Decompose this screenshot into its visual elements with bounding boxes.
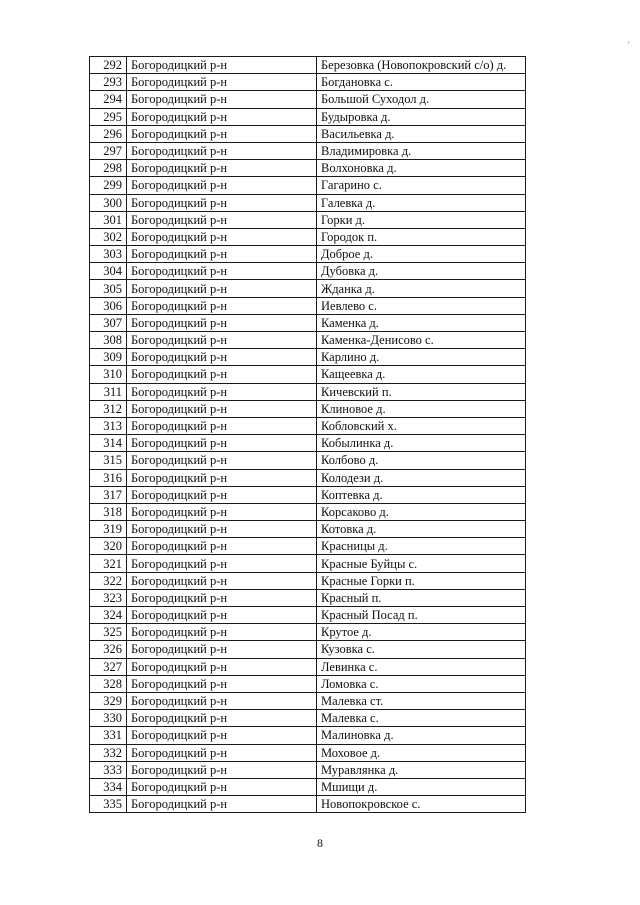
table-row xyxy=(90,366,526,383)
district-cell: Богородицкий р-н xyxy=(127,503,317,520)
table-row xyxy=(90,538,526,555)
settlement-cell: Левинка с. xyxy=(317,658,526,675)
row-number-cell: 306 xyxy=(90,297,127,314)
row-number-cell: 316 xyxy=(90,469,127,486)
settlement-cell: Волхоновка д. xyxy=(317,160,526,177)
settlement-cell: Муравлянка д. xyxy=(317,761,526,778)
row-number-cell: 317 xyxy=(90,486,127,503)
district-cell: Богородицкий р-н xyxy=(127,607,317,624)
table-row xyxy=(90,194,526,211)
row-number-cell: 323 xyxy=(90,589,127,606)
district-cell: Богородицкий р-н xyxy=(127,435,317,452)
row-number-cell: 292 xyxy=(90,57,127,74)
table-row xyxy=(90,228,526,245)
district-cell: Богородицкий р-н xyxy=(127,469,317,486)
district-cell: Богородицкий р-н xyxy=(127,400,317,417)
row-number-cell: 295 xyxy=(90,108,127,125)
table-row xyxy=(90,727,526,744)
row-number-cell: 298 xyxy=(90,160,127,177)
district-cell: Богородицкий р-н xyxy=(127,538,317,555)
row-number-cell: 305 xyxy=(90,280,127,297)
district-cell: Богородицкий р-н xyxy=(127,177,317,194)
row-number-cell: 296 xyxy=(90,125,127,142)
table-row xyxy=(90,400,526,417)
table-row xyxy=(90,744,526,761)
table-row xyxy=(90,555,526,572)
settlement-cell: Галевка д. xyxy=(317,194,526,211)
district-cell: Богородицкий р-н xyxy=(127,91,317,108)
settlement-cell: Малиновка д. xyxy=(317,727,526,744)
district-cell: Богородицкий р-н xyxy=(127,246,317,263)
row-number-cell: 307 xyxy=(90,314,127,331)
district-cell: Богородицкий р-н xyxy=(127,314,317,331)
table-row xyxy=(90,211,526,228)
row-number-cell: 329 xyxy=(90,692,127,709)
row-number-cell: 308 xyxy=(90,332,127,349)
settlement-cell: Дубовка д. xyxy=(317,263,526,280)
row-number-cell: 318 xyxy=(90,503,127,520)
district-cell: Богородицкий р-н xyxy=(127,589,317,606)
row-number-cell: 327 xyxy=(90,658,127,675)
row-number-cell: 300 xyxy=(90,194,127,211)
district-cell: Богородицкий р-н xyxy=(127,383,317,400)
table-row xyxy=(90,246,526,263)
settlement-cell: Малевка с. xyxy=(317,710,526,727)
row-number-cell: 319 xyxy=(90,521,127,538)
table-row xyxy=(90,263,526,280)
table-row xyxy=(90,761,526,778)
settlement-cell: Каменка-Денисово с. xyxy=(317,332,526,349)
table-row xyxy=(90,314,526,331)
district-cell: Богородицкий р-н xyxy=(127,692,317,709)
row-number-cell: 333 xyxy=(90,761,127,778)
table-row xyxy=(90,125,526,142)
table-row xyxy=(90,521,526,538)
table-row xyxy=(90,417,526,434)
settlement-cell: Жданка д. xyxy=(317,280,526,297)
district-cell: Богородицкий р-н xyxy=(127,125,317,142)
district-cell: Богородицкий р-н xyxy=(127,349,317,366)
district-cell: Богородицкий р-н xyxy=(127,624,317,641)
row-number-cell: 301 xyxy=(90,211,127,228)
district-cell: Богородицкий р-н xyxy=(127,555,317,572)
row-number-cell: 334 xyxy=(90,778,127,795)
table-row xyxy=(90,57,526,74)
row-number-cell: 335 xyxy=(90,796,127,813)
row-number-cell: 294 xyxy=(90,91,127,108)
district-cell: Богородицкий р-н xyxy=(127,366,317,383)
table-row xyxy=(90,435,526,452)
district-cell: Богородицкий р-н xyxy=(127,727,317,744)
table-row xyxy=(90,658,526,675)
district-cell: Богородицкий р-н xyxy=(127,332,317,349)
settlement-cell: Ломовка с. xyxy=(317,675,526,692)
district-cell: Богородицкий р-н xyxy=(127,658,317,675)
row-number-cell: 322 xyxy=(90,572,127,589)
table-row xyxy=(90,177,526,194)
settlement-cell: Богдановка с. xyxy=(317,74,526,91)
settlement-cell: Кащеевка д. xyxy=(317,366,526,383)
table-row xyxy=(90,796,526,813)
row-number-cell: 299 xyxy=(90,177,127,194)
page-number: 8 xyxy=(317,836,323,850)
district-cell: Богородицкий р-н xyxy=(127,486,317,503)
row-number-cell: 304 xyxy=(90,263,127,280)
table-row xyxy=(90,710,526,727)
district-cell: Богородицкий р-н xyxy=(127,57,317,74)
row-number-cell: 310 xyxy=(90,366,127,383)
settlement-cell: Корсаково д. xyxy=(317,503,526,520)
table-row xyxy=(90,624,526,641)
settlement-cell: Котовка д. xyxy=(317,521,526,538)
row-number-cell: 315 xyxy=(90,452,127,469)
district-cell: Богородицкий р-н xyxy=(127,263,317,280)
table-row xyxy=(90,91,526,108)
row-number-cell: 325 xyxy=(90,624,127,641)
table-row xyxy=(90,486,526,503)
row-number-cell: 326 xyxy=(90,641,127,658)
settlement-cell: Гагарино с. xyxy=(317,177,526,194)
settlement-cell: Городок п. xyxy=(317,228,526,245)
table-row xyxy=(90,469,526,486)
row-number-cell: 321 xyxy=(90,555,127,572)
district-cell: Богородицкий р-н xyxy=(127,142,317,159)
district-cell: Богородицкий р-н xyxy=(127,452,317,469)
district-cell: Богородицкий р-н xyxy=(127,572,317,589)
margin-mark: ' xyxy=(628,40,630,50)
district-cell: Богородицкий р-н xyxy=(127,710,317,727)
district-cell: Богородицкий р-н xyxy=(127,744,317,761)
table-row xyxy=(90,297,526,314)
settlement-cell: Колодези д. xyxy=(317,469,526,486)
district-cell: Богородицкий р-н xyxy=(127,761,317,778)
settlement-cell: Иевлево с. xyxy=(317,297,526,314)
row-number-cell: 302 xyxy=(90,228,127,245)
row-number-cell: 324 xyxy=(90,607,127,624)
settlement-cell: Кобловский х. xyxy=(317,417,526,434)
row-number-cell: 330 xyxy=(90,710,127,727)
table-body xyxy=(90,57,526,813)
settlements-table xyxy=(89,56,526,813)
settlement-cell: Доброе д. xyxy=(317,246,526,263)
settlement-cell: Березовка (Новопокровский с/о) д. xyxy=(317,57,526,74)
district-cell: Богородицкий р-н xyxy=(127,280,317,297)
row-number-cell: 312 xyxy=(90,400,127,417)
district-cell: Богородицкий р-н xyxy=(127,778,317,795)
table-row xyxy=(90,142,526,159)
row-number-cell: 320 xyxy=(90,538,127,555)
row-number-cell: 297 xyxy=(90,142,127,159)
district-cell: Богородицкий р-н xyxy=(127,675,317,692)
settlement-cell: Кузовка с. xyxy=(317,641,526,658)
settlement-cell: Красный Посад п. xyxy=(317,607,526,624)
district-cell: Богородицкий р-н xyxy=(127,211,317,228)
settlement-cell: Будыровка д. xyxy=(317,108,526,125)
table-row xyxy=(90,641,526,658)
table-row xyxy=(90,607,526,624)
settlement-cell: Каменка д. xyxy=(317,314,526,331)
table-row xyxy=(90,503,526,520)
settlement-cell: Кобылинка д. xyxy=(317,435,526,452)
table-row xyxy=(90,778,526,795)
table-row xyxy=(90,108,526,125)
row-number-cell: 313 xyxy=(90,417,127,434)
settlement-cell: Горки д. xyxy=(317,211,526,228)
settlement-cell: Крутое д. xyxy=(317,624,526,641)
row-number-cell: 314 xyxy=(90,435,127,452)
settlement-cell: Моховое д. xyxy=(317,744,526,761)
settlement-cell: Красницы д. xyxy=(317,538,526,555)
row-number-cell: 328 xyxy=(90,675,127,692)
district-cell: Богородицкий р-н xyxy=(127,108,317,125)
district-cell: Богородицкий р-н xyxy=(127,796,317,813)
table-row xyxy=(90,692,526,709)
row-number-cell: 303 xyxy=(90,246,127,263)
table-row xyxy=(90,280,526,297)
table-row xyxy=(90,589,526,606)
district-cell: Богородицкий р-н xyxy=(127,641,317,658)
table-row xyxy=(90,675,526,692)
row-number-cell: 332 xyxy=(90,744,127,761)
settlement-cell: Красные Горки п. xyxy=(317,572,526,589)
table-row xyxy=(90,452,526,469)
settlement-cell: Карлино д. xyxy=(317,349,526,366)
settlement-cell: Васильевка д. xyxy=(317,125,526,142)
settlement-cell: Колбово д. xyxy=(317,452,526,469)
settlement-cell: Мшищи д. xyxy=(317,778,526,795)
row-number-cell: 293 xyxy=(90,74,127,91)
row-number-cell: 331 xyxy=(90,727,127,744)
table-row xyxy=(90,160,526,177)
district-cell: Богородицкий р-н xyxy=(127,74,317,91)
settlement-cell: Кичевский п. xyxy=(317,383,526,400)
table-row xyxy=(90,572,526,589)
settlement-cell: Коптевка д. xyxy=(317,486,526,503)
district-cell: Богородицкий р-н xyxy=(127,194,317,211)
district-cell: Богородицкий р-н xyxy=(127,521,317,538)
district-cell: Богородицкий р-н xyxy=(127,297,317,314)
row-number-cell: 311 xyxy=(90,383,127,400)
table-row xyxy=(90,332,526,349)
settlement-cell: Клиновое д. xyxy=(317,400,526,417)
district-cell: Богородицкий р-н xyxy=(127,160,317,177)
row-number-cell: 309 xyxy=(90,349,127,366)
settlement-cell: Красные Буйцы с. xyxy=(317,555,526,572)
settlement-cell: Новопокровское с. xyxy=(317,796,526,813)
table-row xyxy=(90,349,526,366)
table-row xyxy=(90,74,526,91)
settlement-cell: Красный п. xyxy=(317,589,526,606)
settlement-cell: Большой Суходол д. xyxy=(317,91,526,108)
district-cell: Богородицкий р-н xyxy=(127,228,317,245)
district-cell: Богородицкий р-н xyxy=(127,417,317,434)
settlement-cell: Владимировка д. xyxy=(317,142,526,159)
table-row xyxy=(90,383,526,400)
settlement-cell: Малевка ст. xyxy=(317,692,526,709)
